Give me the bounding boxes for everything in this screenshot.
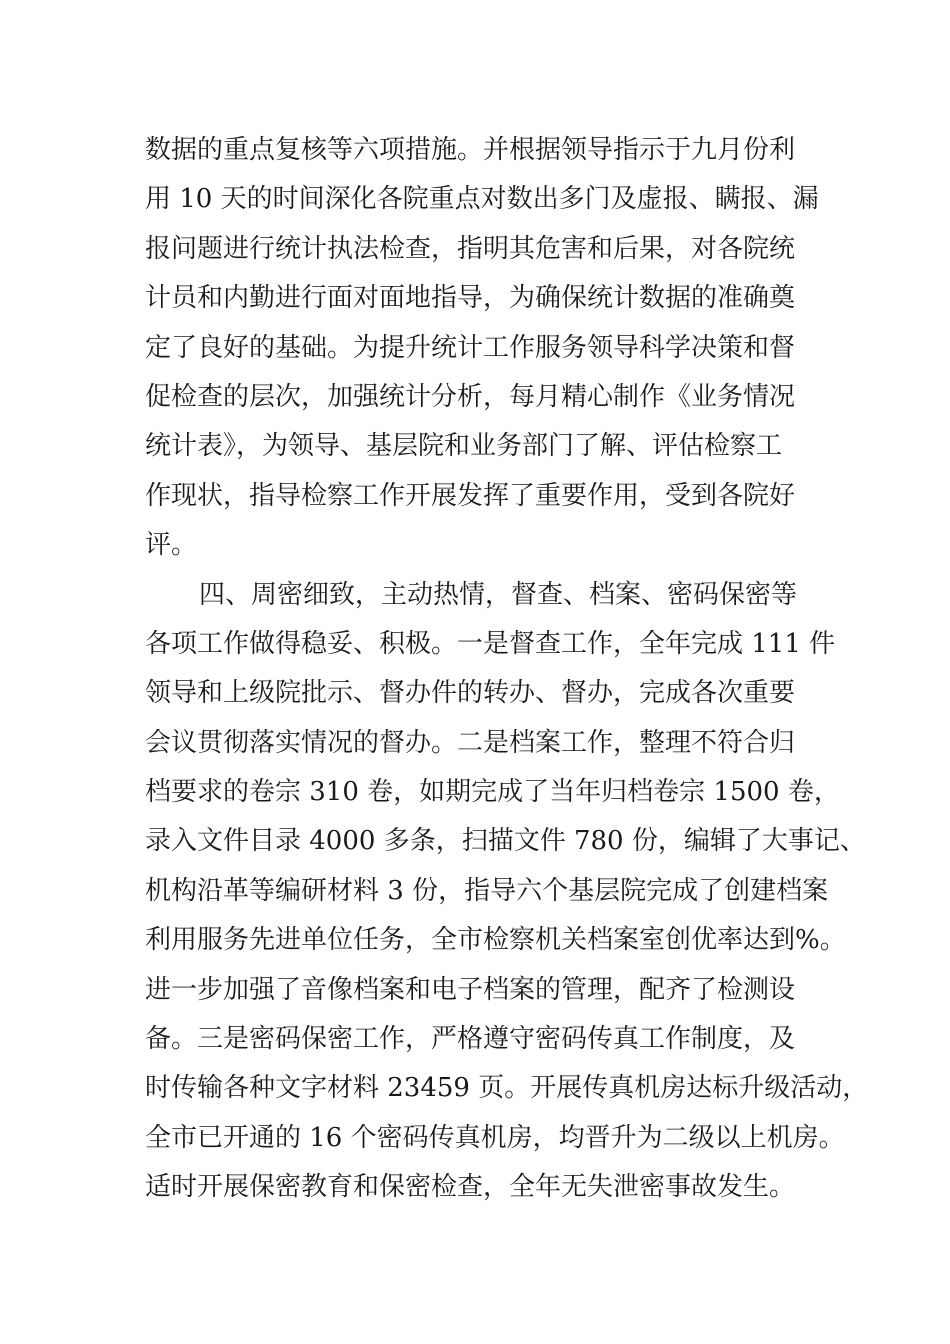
text-line: 会议贯彻落实情况的督办。二是档案工作，整理不符合归 (145, 727, 796, 758)
text-line: 统计表》，为领导、基层院和业务部门了解、评估检察工 (145, 431, 783, 462)
text-line: 录入文件目录 4000 多条，扫描文件 780 份，编辑了大事记、 (145, 826, 866, 857)
section-heading-line: 四、周密细致，主动热情，督查、档案、密码保密等 (199, 579, 798, 610)
text-line: 适时开展保密教育和保密检查，全年无失泄密事故发生。 (145, 1172, 796, 1203)
text-line: 定了良好的基础。为提升统计工作服务领导科学决策和督 (145, 332, 796, 363)
text-line: 计员和内勤进行面对面地指导，为确保统计数据的准确奠 (145, 283, 796, 314)
text-line: 评。 (145, 530, 198, 561)
text-line: 机构沿革等编研材料 3 份，指导六个基层院完成了创建档案 (145, 875, 829, 906)
text-line: 利用服务先进单位任务，全市检察机关档案室创优率达到%。 (145, 925, 846, 956)
text-line: 用 10 天的时间深化各院重点对数出多门及虚报、瞒报、漏 (145, 184, 819, 215)
text-line: 领导和上级院批示、督办件的转办、督办，完成各次重要 (145, 678, 796, 709)
text-line: 各项工作做得稳妥、积极。一是督查工作，全年完成 111 件 (145, 628, 836, 659)
text-line: 促检查的层次，加强统计分析，每月精心制作《业务情况 (145, 381, 796, 412)
text-line: 备。三是密码保密工作，严格遵守密码传真工作制度，及 (145, 1024, 796, 1055)
text-line: 报问题进行统计执法检查，指明其危害和后果，对各院统 (145, 233, 796, 264)
body-text (145, 126, 869, 1213)
text-line: 数据的重点复核等六项措施。并根据领导指示于九月份利 (145, 135, 796, 165)
text-line: 全市已开通的 16 个密码传真机房，均晋升为二级以上机房。 (145, 1122, 845, 1153)
text-line: 档要求的卷宗 310 卷，如期完成了当年归档卷宗 1500 卷， (145, 777, 840, 808)
text-line: 时传输各种文字材料 23459 页。开展传真机房达标升级活动， (145, 1073, 869, 1104)
text-line: 进一步加强了音像档案和电子档案的管理，配齐了检测设 (145, 974, 796, 1005)
text-line: 作现状，指导检察工作开展发挥了重要作用，受到各院好 (145, 480, 796, 511)
